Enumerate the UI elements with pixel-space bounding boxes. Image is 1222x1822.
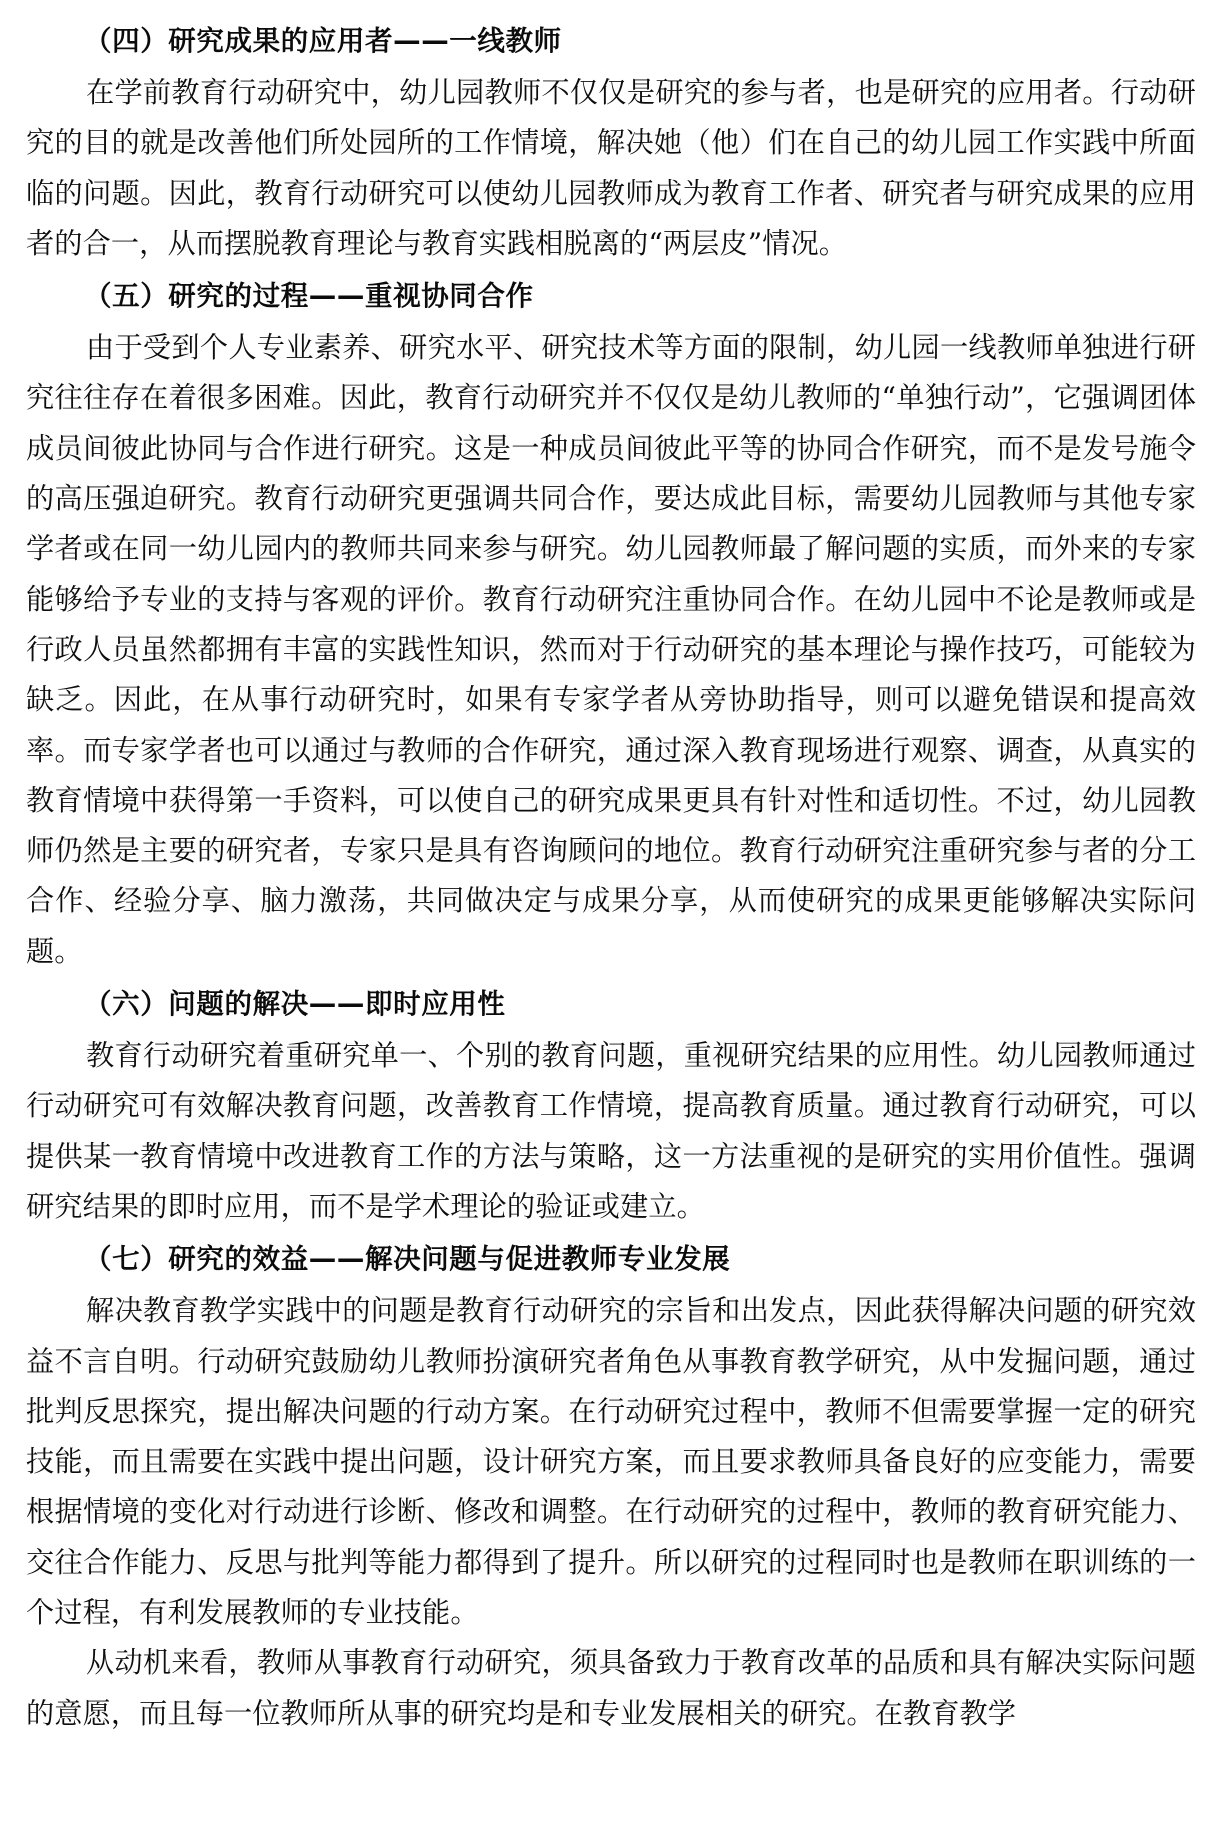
paragraph-section-seven-1: 解决教育教学实践中的问题是教育行动研究的宗旨和出发点，因此获得解决问题的研究效益不言自明。行动研究鼓励幼儿教师扮演研究者角色从事教育教学研究，从中发掘问题，通过批判反思探究，提出解决问题的行动方案。在行动研究过程中，教师不但需要掌握一定的研究技能，而且需要在实践中提出问题，设计研究方案，而且要求教师具备良好的应变能力，需要根据情境的变化对行动进行诊断、修改和调整。在行动研究的过程中，教师的教育研究能力、交往合作能力、反思与批判等能力都得到了提升。所以研究的过程同时也是教师在职训练的一个过程，有利发展教师的专业技能。 <box>26 1294 1196 1630</box>
heading-section-seven: （七）研究的效益——解决问题与促进教师专业发展 <box>84 1243 731 1276</box>
paragraph-section-five-1: 由于受到个人专业素养、研究水平、研究技术等方面的限制，幼儿园一线教师单独进行研究往往存在着很多困难。因此，教育行动研究并不仅仅是幼儿教师的“单独行动”，它强调团体成员间彼此协同与合作进行研究。这是一种成员间彼此平等的协同合作研究，而不是发号施令的高压强迫研究。教育行动研究更强调共同合作，要达成此目标，需要幼儿园教师与其他专家学者或在同一幼儿园内的教师共同来参与研究。幼儿园教师最了解问题的实质，而外来的专家能够给予专业的支持与客观的评价。教育行动研究注重协同合作。在幼儿园中不论是教师或是行政人员虽然都拥有丰富的实践性知识，然而对于行动研究的基本理论与操作技巧，可能较为缺乏。因此，在从事行动研究时，如果有专家学者从旁协助指导，则可以避免错误和提高效率。而专家学者也可以通过与教师的合作研究，通过深入教育现场进行观察、调查，从真实的教育情境中获得第一手资料，可以使自己的研究成果更具有针对性和适切性。不过，幼儿园教师仍然是主要的研究者，专家只是具有咨询顾问的地位。教育行动研究注重研究参与者的分工合作、经验分享、脑力激荡，共同做决定与成果分享，从而使研究的成果更能够解决实际问题。 <box>26 331 1196 968</box>
heading-section-four: （四）研究成果的应用者——一线教师 <box>84 25 562 57</box>
heading-section-five: （五）研究的过程——重视协同合作 <box>84 280 534 313</box>
document-body <box>26 16 1196 1739</box>
paragraph-section-seven-2: 从动机来看，教师从事教育行动研究，须具备致力于教育改革的品质和具有解决实际问题的意愿，而且每一位教师所从事的研究均是和专业发展相关的研究。在教育教学 <box>26 1646 1196 1730</box>
paragraph-section-six-1: 教育行动研究着重研究单一、个别的教育问题，重视研究结果的应用性。幼儿园教师通过行动研究可有效解决教育问题，改善教育工作情境，提高教育质量。通过教育行动研究，可以提供某一教育情境中改进教育工作的方法与策略，这一方法重视的是研究的实用价值性。强调研究结果的即时应用，而不是学术理论的验证或建立。 <box>26 1039 1196 1223</box>
heading-section-six: （六）问题的解决——即时应用性 <box>84 988 506 1021</box>
paragraph-section-four-1: 在学前教育行动研究中，幼儿园教师不仅仅是研究的参与者，也是研究的应用者。行动研究的目的就是改善他们所处园所的工作情境，解决她（他）们在自己的幼儿园工作实践中所面临的问题。因此，教育行动研究可以使幼儿园教师成为教育工作者、研究者与研究成果的应用者的合一，从而摆脱教育理论与教育实践相脱离的“两层皮”情况。 <box>26 76 1196 260</box>
